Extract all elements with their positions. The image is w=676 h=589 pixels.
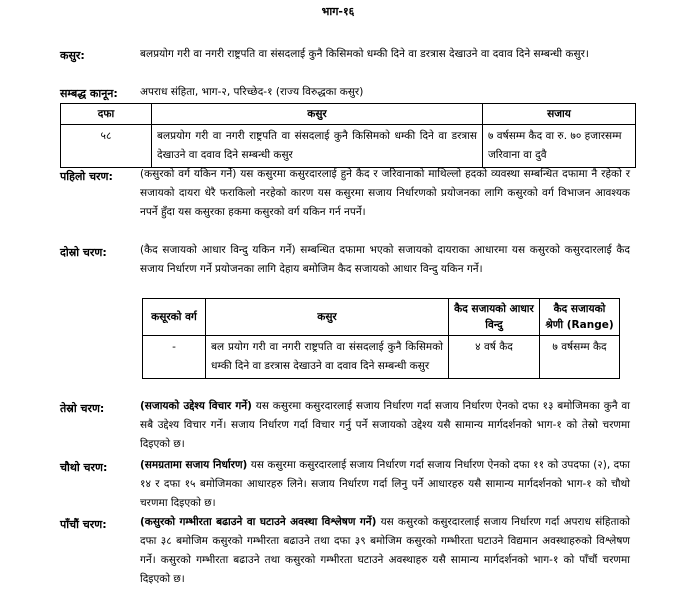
step1-label: पहिलो चरण: [60,170,113,183]
table2-header-base-point: कैद सजायको आधार विन्दु [449,299,540,336]
base-point-table [142,298,620,379]
step3-lead: (सजायको उद्देश्य विचार गर्ने) [140,400,252,412]
table2-cell-class: - [143,336,206,379]
step4-body: यस कसुरमा कसुरदारलाई सजाय निर्धारण गर्दा सजाय निर्धारण ऐनको दफा ११ को उपदफा (२), दफा १४ र दफा १५ बमोजिमका आधारहरु लिने। सजाय निर्धारण गर्दा लिनु पर्ने आधारहरु यसै सामान्य मार्गदर्शनको भाग-१ को चौथो चरणमा दिइएको छ। [140,459,630,509]
page-heading: भाग-१६ [321,5,355,18]
table2-header-class: कसूरको वर्ग [143,299,206,336]
step2-label: दोस्रो चरण: [60,246,107,259]
law-label: सम्बद्ध कानून: [60,87,118,100]
table1-header-section: दफा [61,104,152,125]
step5-lead: (कसुरको गम्भीरता बढाउने वा घटाउने अवस्था विश्लेषण गर्ने) [140,516,377,528]
step4-lead: (समग्रतामा सजाय निर्धारण) [140,459,248,471]
step4-label: चौथो चरण: [60,461,108,474]
step3-body: यस कसुरमा कसुरदारलाई सजाय निर्धारण गर्दा सजाय निर्धारण ऐनको दफा १३ बमोजिमका कुनै वा सबै उद्देश्य विचार गर्ने। सजाय निर्धारण गर्दा विचार गर्नु पर्ने सजायको उद्देश्य यसै सामान्य मार्गदर्शनको भाग-१ को तेस्रो चरणमा दिइएको छ। [140,400,630,450]
offence-label: कसुर: [60,49,85,62]
table1-cell-section: ५८ [61,125,152,168]
table2-header-range: कैद सजायको श्रेणी (Range) [540,299,620,336]
offence-text: बलप्रयोग गरी वा नगरी राष्ट्रपति वा संसदलाई कुनै किसिमको धम्की दिने वा डरत्रास देखाउने वा दवाव दिने सम्बन्धी कसुर। [140,48,589,60]
step5-text [140,513,630,589]
table1-cell-punishment: ७ वर्षसम्म कैद वा रु. ७० हजारसम्म जरिवाना वा दुवै [483,125,636,168]
step5-label: पाँचौं चरण: [60,518,107,531]
step5-body: यस कसुरको कसुरदारलाई सजाय निर्धारण गर्दा अपराध संहिताको दफा ३८ बमोजिम कसुरको गम्भीरता बढाउने तथा दफा ३९ बमोजिम कसुरको गम्भीरता घटाउने विद्यमान अवस्थाहरुको विश्लेषण गर्ने। कसुरको गम्भीरता बढाउने तथा कसुरको गम्भीरता घटाउने अवस्थाहरु यसै सामान्य मार्गदर्शनको भाग-१ को पाँचौं चरणमा दिइएको छ। [140,516,630,585]
table1-header-punishment: सजाय [483,104,636,125]
table1-cell-offence: बलप्रयोग गरी वा नगरी राष्ट्रपति वा संसदलाई कुनै किसिमको धम्की दिने वा डरत्रास देखाउने वा दवाव दिने सम्बन्धी कसुर [152,125,483,168]
step3-text [140,397,630,454]
step3-label: तेस्रो चरण: [60,402,105,415]
table2-cell-offence: बल प्रयोग गरी वा नगरी राष्ट्रपति वा संसदलाई कुनै किसिमको धम्की दिने वा डरत्रास देखाउने वा दवाव दिने सम्बन्धी कसुर [206,336,449,379]
step4-text [140,456,630,513]
table2-header-offence: कसुर [206,299,449,336]
offence-table [60,103,636,168]
law-text: अपराध संहिता, भाग-२, परिच्छेद-१ (राज्य विरुद्धका कसुर) [140,86,364,98]
table2-cell-range: ७ वर्षसम्म कैद [540,336,620,379]
table2-cell-base-point: ४ वर्ष कैद [449,336,540,379]
step2-text: (कैद सजायको आधार विन्दु यकिन गर्ने) सम्बन्धित दफामा भएको सजायको दायराका आधारमा यस कसुरको कसुरदारलाई कैद सजाय निर्धारण गर्ने प्रयोजनका लागि देहाय बमोजिम कैद सजायको आधार विन्दु यकिन गर्ने। [140,244,630,275]
step1-text: (कसुरको वर्ग यकिन गर्ने) यस कसुरमा कसुरदारलाई हुने कैद र जरिवानाको माथिल्लो हदको व्यवस्था सम्बन्धित दफामा नै रहेको र सजायको दायरा धेरै फराकिलो नरहेको कारण यस कसुरमा सजाय निर्धारणको प्रयोजनका लागि कसुरको वर्ग विभाजन आवश्यक नपर्ने हुँदा यस कसुरका हकमा कसुरको वर्ग यकिन गर्न नपर्ने। [140,168,630,218]
table1-header-offence: कसुर [152,104,483,125]
